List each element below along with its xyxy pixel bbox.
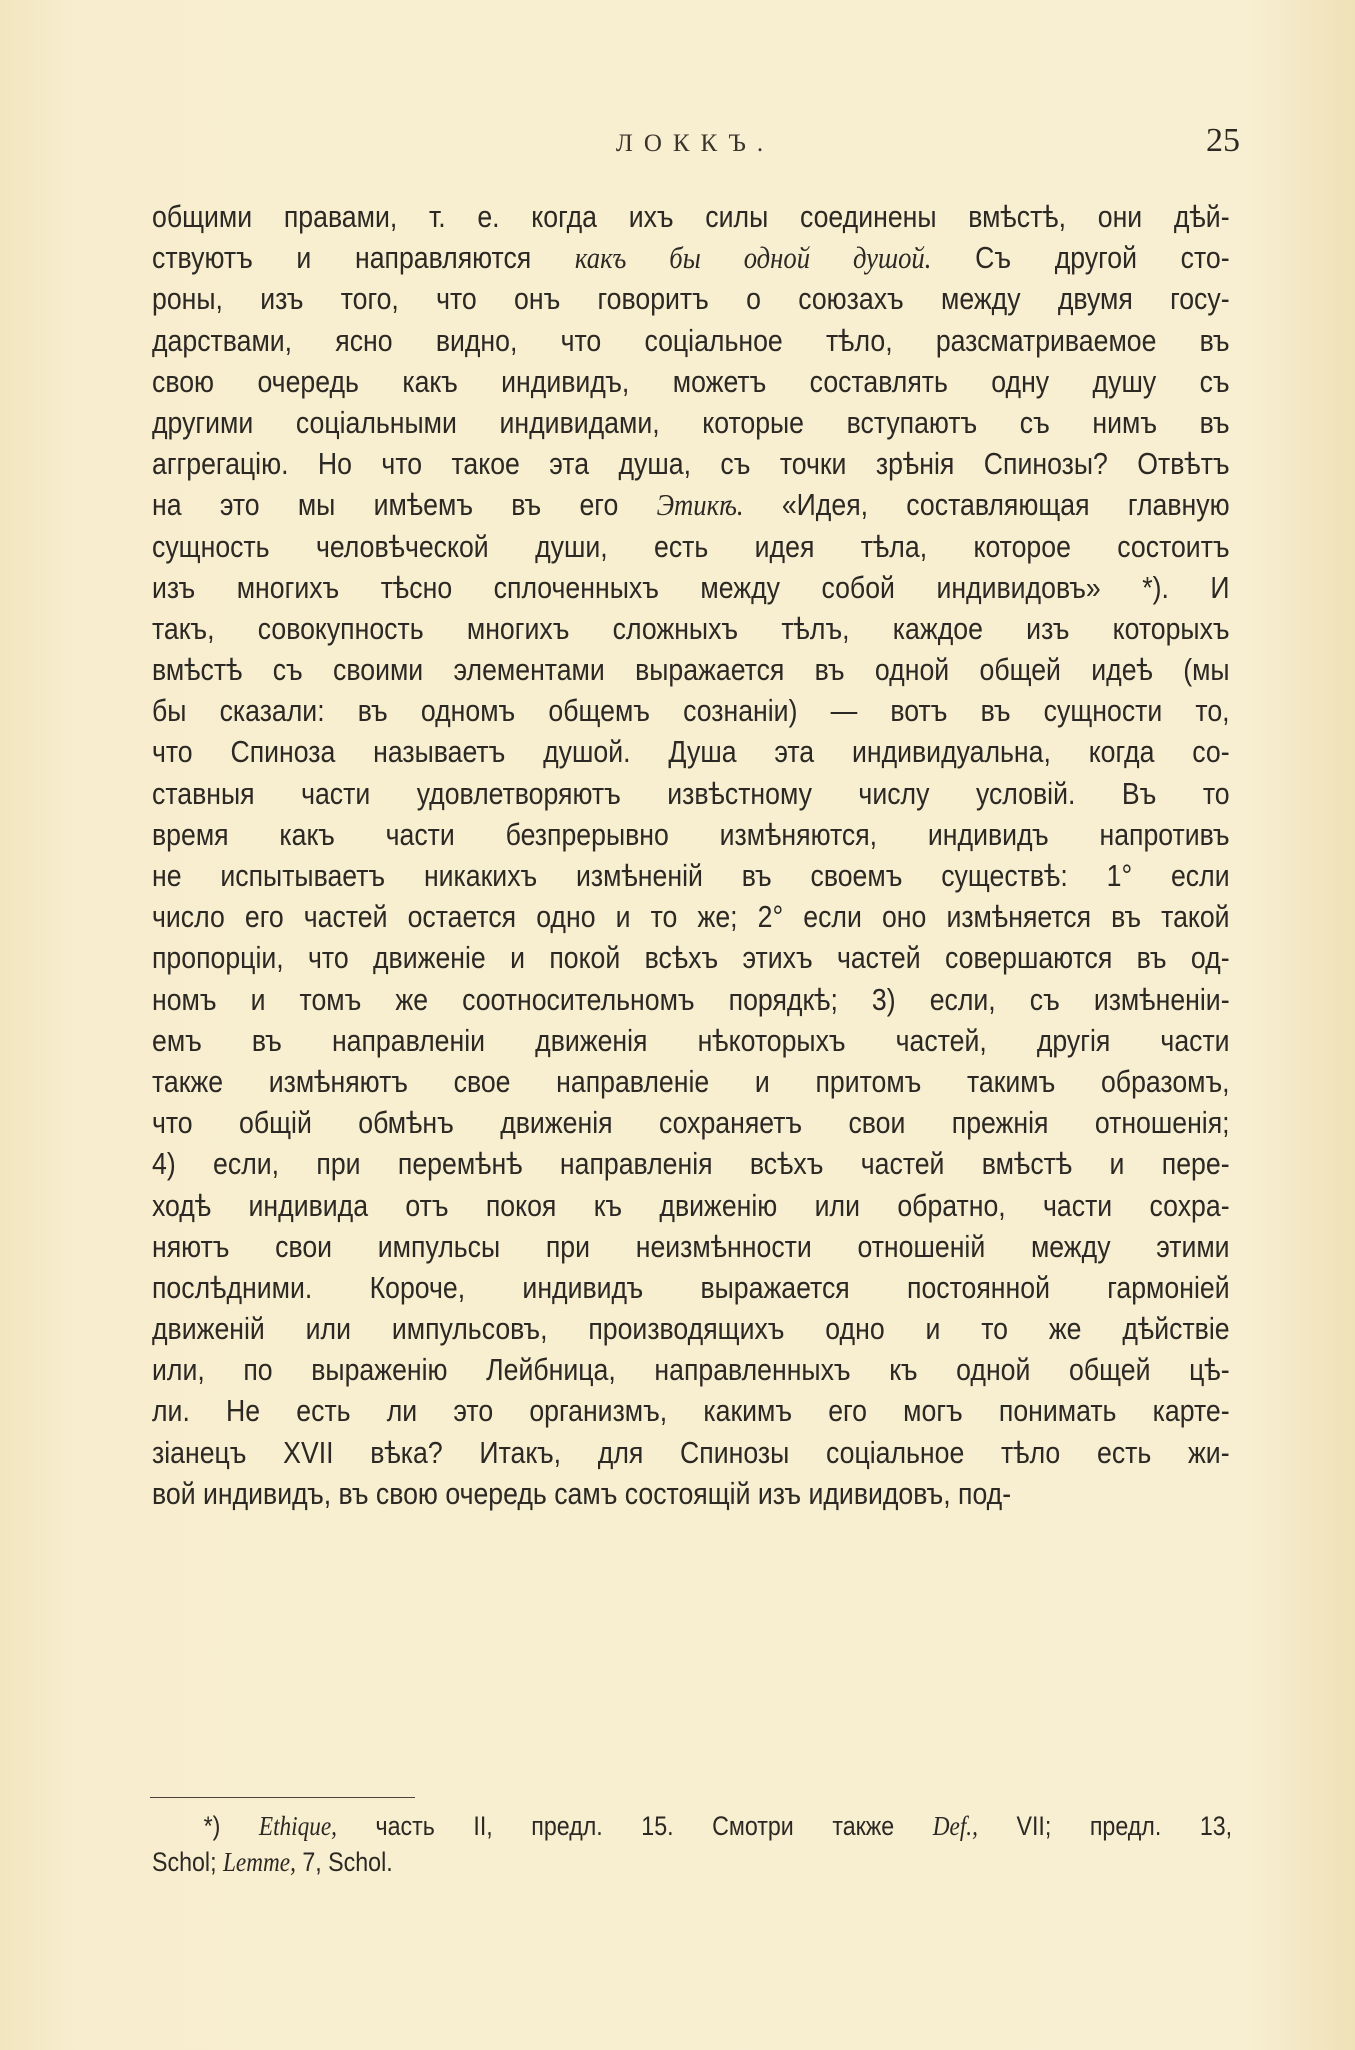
footnote-divider: [150, 1797, 415, 1798]
text-fragment: ствуютъ и направляются: [152, 240, 532, 276]
page-number: 25: [1206, 122, 1240, 159]
text-line: сущность человѣческой души, есть идея тѣла, которое состоитъ: [152, 528, 1230, 564]
text-line: роны, изъ того, что онъ говоритъ о союзахъ между двумя госу-: [152, 281, 1230, 317]
text-line: также измѣняютъ свое направленіе и притомъ такимъ образомъ,: [152, 1063, 1230, 1099]
text-line: время какъ части безпрерывно измѣняются, индивидъ напротивъ: [152, 816, 1230, 852]
footnote-line: [152, 1844, 1232, 1880]
text-line: движеній или импульсовъ, производящихъ одно и то же дѣйствіе: [152, 1311, 1230, 1347]
text-line: емъ въ направленіи движенія нѣкоторыхъ частей, другія части: [152, 1022, 1230, 1058]
text-line: ставныя части удовлетворяютъ извѣстному числу условій. Въ то: [152, 775, 1230, 811]
footnote-marker: *): [203, 1811, 221, 1841]
text-line: свою очередь какъ индивидъ, можетъ составлять одну душу съ: [152, 363, 1230, 399]
text-line: изъ многихъ тѣсно сплоченныхъ между собой индивидовъ» *). И: [152, 569, 1230, 605]
footnote-text: 7, Schol.: [302, 1847, 393, 1877]
footnote-text: Schol;: [152, 1847, 217, 1877]
text-line: не испытываетъ никакихъ измѣненій въ своемъ существѣ: 1° если: [152, 858, 1230, 893]
text-line: 4) если, при перемѣнѣ направленія всѣхъ частей вмѣстѣ и пере-: [152, 1146, 1230, 1182]
text-line: другими соціальными индивидами, которые вступаютъ съ нимъ въ: [152, 404, 1230, 440]
text-line: вмѣстѣ съ своими элементами выражается въ одной общей идеѣ (мы: [152, 652, 1230, 688]
text-line: няютъ свои импульсы при неизмѣнности отношеній между этими: [152, 1228, 1230, 1264]
work-title: Lemme,: [223, 1847, 296, 1877]
italic-phrase: Этикѣ.: [656, 487, 744, 523]
text-line: ли. Не есть ли это организмъ, какимъ его могъ понимать карте-: [152, 1393, 1230, 1429]
text-fragment: «Идея, составляющая главную: [781, 487, 1230, 523]
text-line: число его частей остается одно и то же; 2° если оно измѣняется въ такой: [152, 899, 1230, 935]
text-line: послѣдними. Короче, индивидъ выражается постоянной гармоніей: [152, 1269, 1230, 1305]
text-fragment: на это мы имѣемъ въ его: [152, 487, 619, 523]
text-line: [152, 484, 1230, 525]
text-line: что Спиноза называетъ душой. Душа эта индивидуальна, когда со-: [152, 734, 1230, 770]
text-line: вой индивидъ, въ свою очередь самъ состоящій изъ идивидовъ, под-: [152, 1475, 1012, 1511]
text-line: общими правами, т. е. когда ихъ силы соединены вмѣстѣ, они дѣй-: [152, 199, 1230, 234]
text-line: такъ, совокупность многихъ сложныхъ тѣлъ, каждое изъ которыхъ: [152, 610, 1230, 646]
text-line: или, по выраженію Лейбница, направленныхъ къ одной общей цѣ-: [152, 1352, 1230, 1388]
text-line: ходѣ индивида отъ покоя къ движенію или обратно, части сохра-: [152, 1187, 1230, 1223]
text-line: пропорціи, что движеніе и покой всѣхъ этихъ частей совершаются въ од-: [152, 940, 1230, 976]
main-text: [152, 196, 1230, 1514]
text-fragment: Съ другой сто-: [975, 240, 1230, 276]
text-line: бы сказали: въ одномъ общемъ сознаніи) — вотъ въ сущности то,: [152, 693, 1230, 729]
footnote: [152, 1808, 1233, 1880]
text-line: что общій обмѣнъ движенія сохраняетъ свои прежнія отношенія;: [152, 1105, 1230, 1141]
text-line: номъ и томъ же соотносительномъ порядкѣ; 3) если, съ измѣненіи-: [152, 981, 1230, 1017]
text-line: аггрегацію. Но что такое эта душа, съ точки зрѣнія Спинозы? Отвѣтъ: [152, 446, 1230, 482]
footnote-line: [152, 1808, 1232, 1844]
text-line: зіанецъ XVII вѣка? Итакъ, для Спинозы соціальное тѣло есть жи-: [152, 1434, 1230, 1470]
footnote-text: VII; предл. 13,: [1016, 1811, 1233, 1841]
text-line: дарствами, ясно видно, что соціальное тѣло, разсматриваемое въ: [152, 322, 1230, 358]
text-line: [152, 237, 1230, 278]
footnote-text: часть II, предл. 15. Смотри также: [375, 1811, 895, 1841]
italic-phrase: какъ бы одной душой.: [574, 240, 932, 276]
work-title: Ethique,: [258, 1811, 337, 1841]
running-title: ЛОККЪ.: [615, 130, 775, 157]
page-header: [150, 122, 1240, 172]
work-title: Def.,: [932, 1811, 978, 1841]
